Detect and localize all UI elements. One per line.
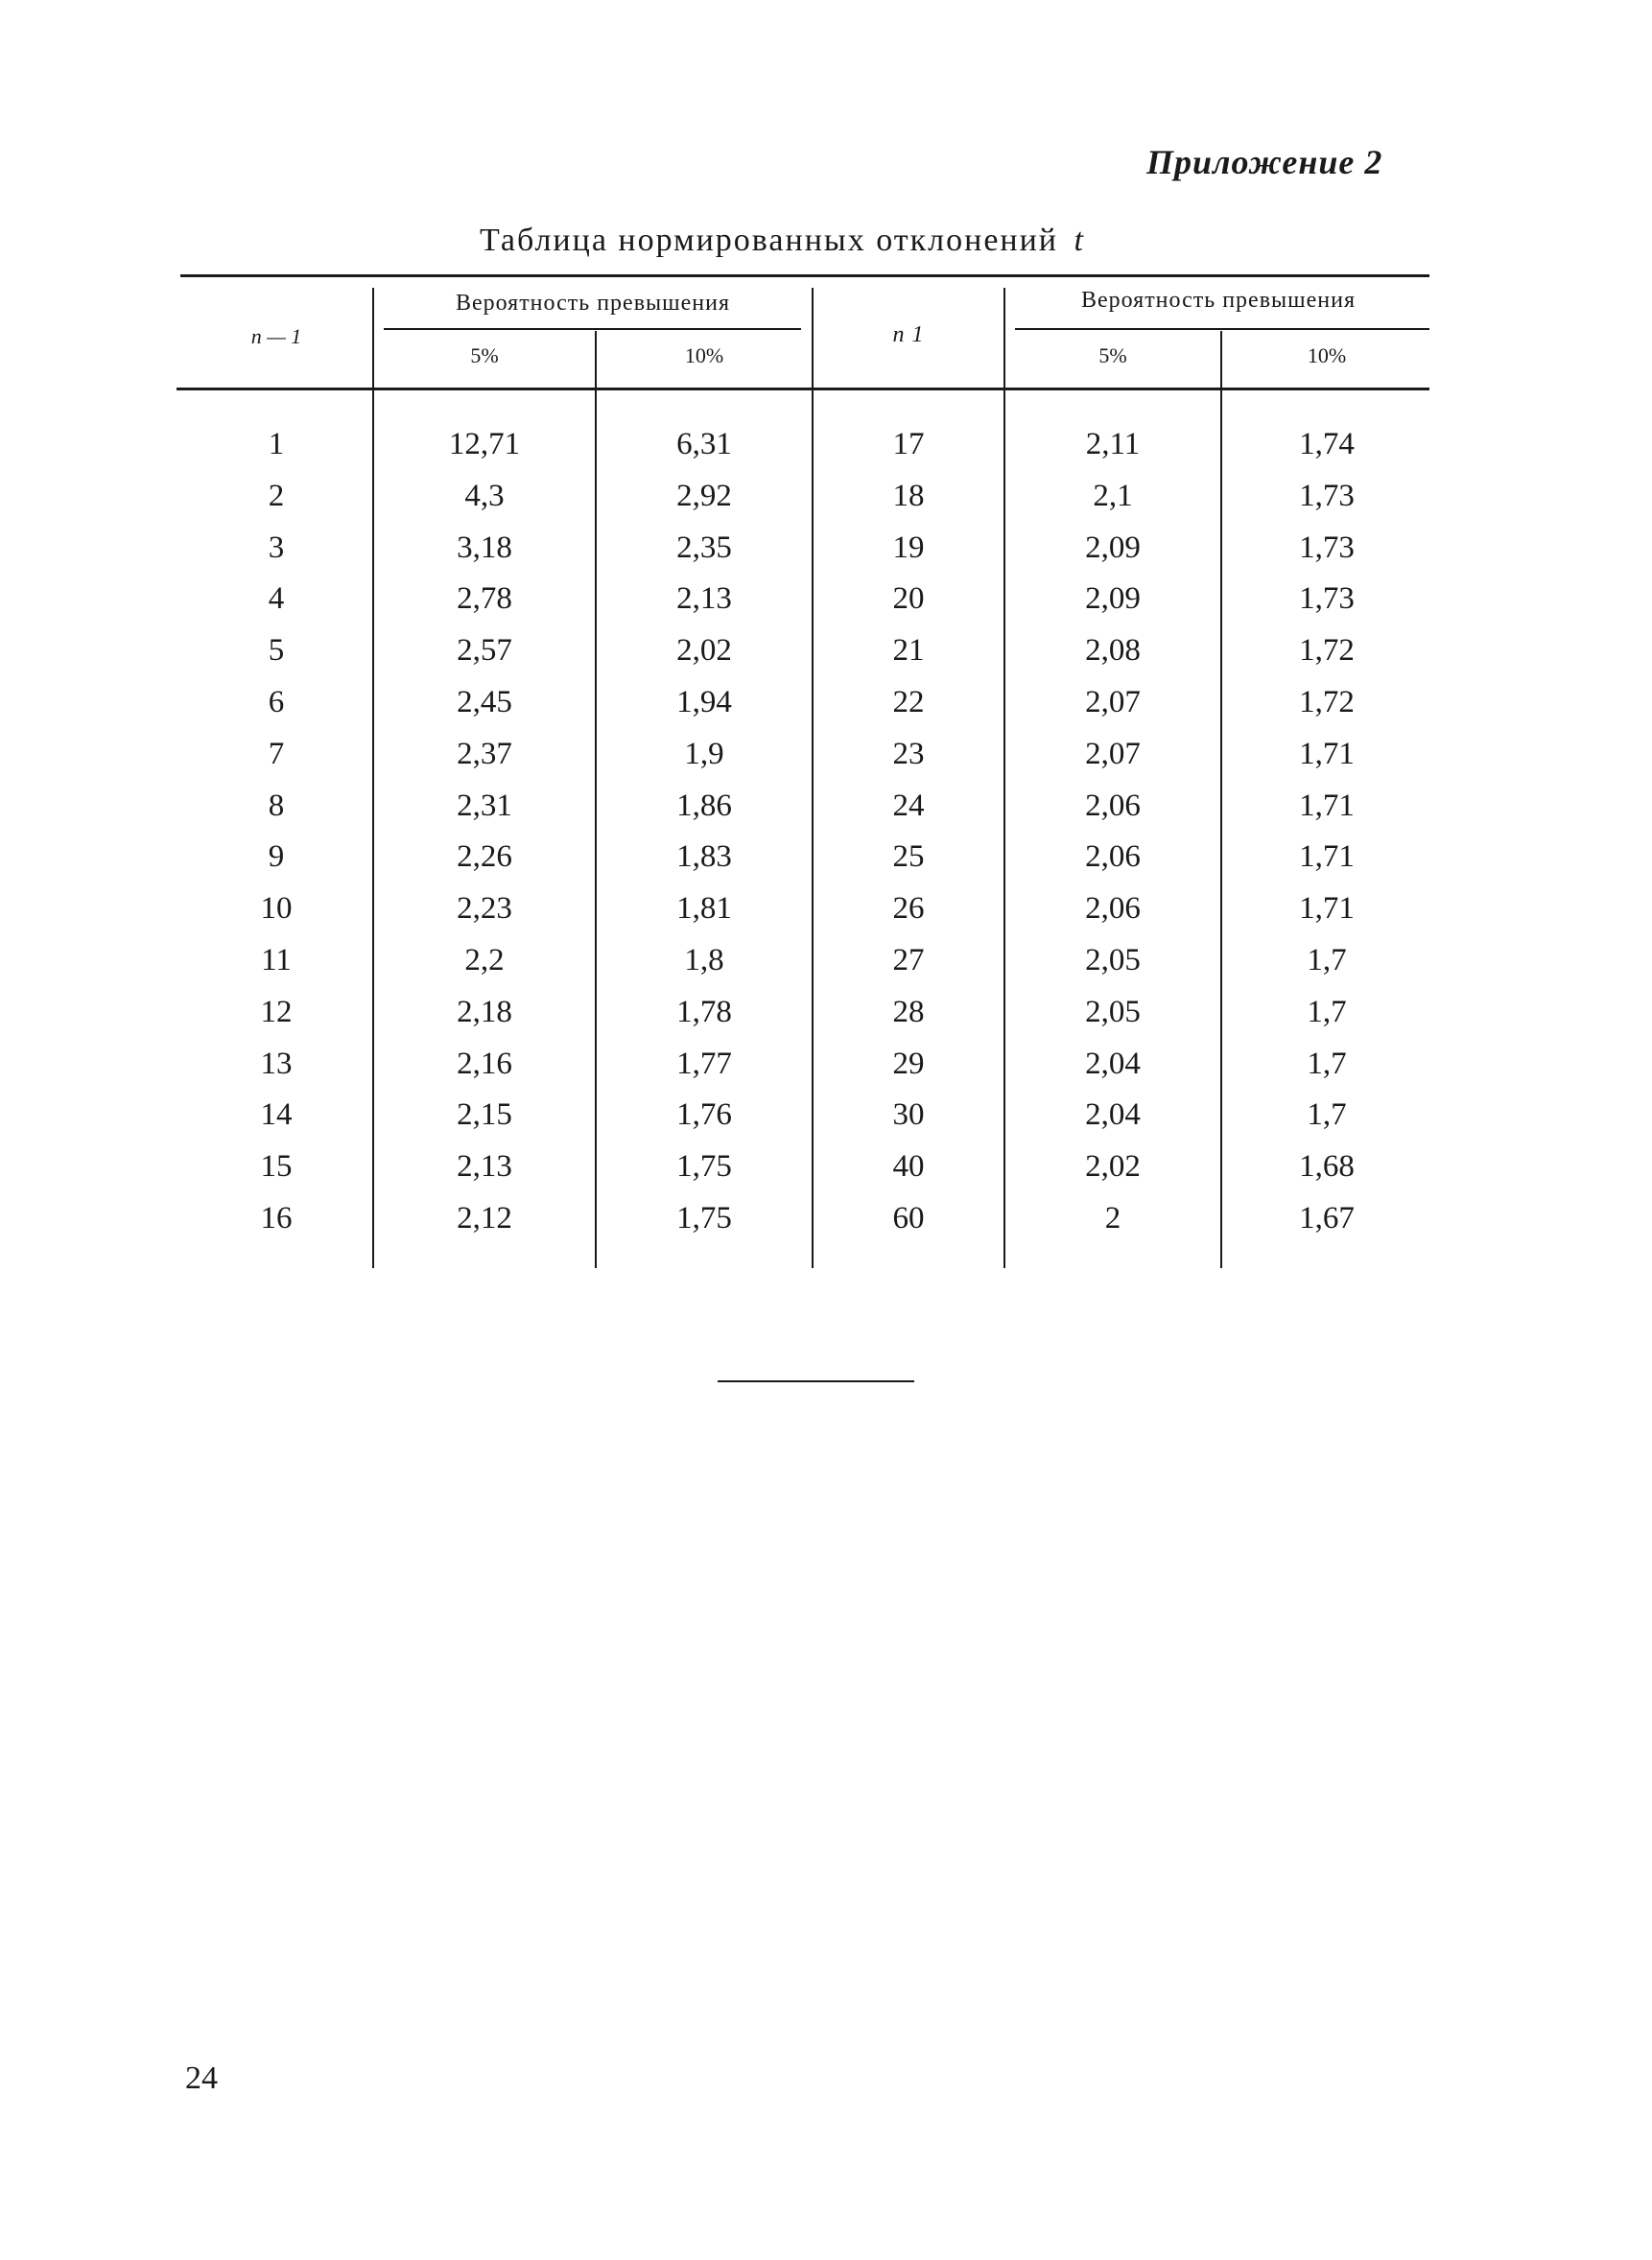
header-10pct-left: 10%	[684, 343, 724, 367]
header-prob-right: Вероятность превышения	[1080, 288, 1357, 313]
table-top-rule	[180, 274, 1429, 277]
table-cell-b5: 2,02	[1085, 1149, 1141, 1185]
table-cell-b5: 2,07	[1085, 736, 1141, 771]
end-rule	[718, 1380, 914, 1382]
table-cell-n2: 28	[892, 994, 925, 1029]
table-cell-a5: 2,23	[457, 891, 512, 927]
header-sub-rule-right	[1015, 328, 1429, 330]
table-cell-n2: 60	[892, 1201, 925, 1236]
table-title-variable: t	[1074, 223, 1085, 258]
table-cell-b5: 2,09	[1085, 581, 1141, 617]
table-cell-a10: 1,81	[676, 891, 732, 927]
table-cell-n2: 23	[892, 736, 925, 771]
table-cell-b5: 2,06	[1085, 891, 1141, 927]
header-sub-rule-left	[384, 328, 801, 330]
table-cell-b5: 2,09	[1085, 530, 1141, 565]
table-cell-b10: 1,71	[1299, 839, 1355, 875]
table-cell-a10: 1,8	[684, 943, 724, 977]
table-cell-n1: 14	[260, 1097, 293, 1133]
table-cell-a5: 2,18	[457, 994, 512, 1029]
table-cell-a5: 2,26	[457, 839, 512, 875]
table-cell-b5: 2,06	[1085, 839, 1141, 875]
table-cell-n2: 30	[892, 1097, 925, 1133]
table-cell-n1: 8	[268, 788, 285, 823]
table-cell-a5: 2,13	[457, 1149, 512, 1185]
table-cell-n2: 22	[892, 685, 925, 719]
table-cell-b5: 2,05	[1085, 943, 1141, 977]
table-cell-n1: 13	[260, 1046, 293, 1081]
header-prob-left: Вероятность превышения	[455, 291, 731, 316]
table-cell-n1: 15	[260, 1149, 293, 1185]
table-cell-n2: 17	[892, 427, 925, 461]
table-cell-b10: 1,71	[1299, 891, 1355, 927]
table-cell-n2: 25	[892, 839, 925, 875]
table-cell-n2: 20	[892, 581, 925, 617]
table-cell-n1: 7	[268, 736, 285, 771]
table-cell-b5: 2,1	[1093, 478, 1133, 513]
table-cell-a5: 2,12	[457, 1201, 512, 1236]
table-cell-b5: 2,04	[1085, 1046, 1141, 1081]
table-cell-n2: 21	[892, 633, 925, 669]
table-cell-n1: 10	[260, 891, 293, 927]
table-cell-b10: 1,72	[1299, 685, 1355, 719]
table-title	[480, 223, 1085, 259]
table-cell-n1: 5	[268, 633, 285, 669]
table-cell-a10: 6,31	[676, 427, 732, 461]
table-cell-n1: 11	[261, 943, 292, 977]
col-divider-3	[812, 288, 814, 1268]
table-cell-b10: 1,73	[1299, 478, 1355, 513]
page-number: 24	[185, 2060, 218, 2096]
table-cell-b5: 2,06	[1085, 788, 1141, 823]
header-5pct-left: 5%	[470, 343, 499, 367]
table-cell-b10: 1,7	[1307, 943, 1347, 977]
col-divider-2	[595, 331, 597, 1268]
table-cell-b10: 1,71	[1299, 788, 1355, 823]
table-cell-b10: 1,73	[1299, 530, 1355, 565]
table-cell-a5: 2,16	[457, 1046, 512, 1081]
header-10pct-right: 10%	[1307, 343, 1347, 367]
table-cell-a10: 1,9	[684, 736, 724, 771]
table-cell-a10: 1,75	[676, 1201, 732, 1236]
col-divider-4	[1003, 288, 1005, 1268]
table-cell-n2: 19	[892, 530, 925, 565]
table-cell-b5: 2,04	[1085, 1097, 1141, 1133]
table-cell-a5: 2,45	[457, 685, 512, 719]
table-cell-a5: 4,3	[464, 478, 505, 513]
table-cell-b5: 2,11	[1085, 427, 1141, 461]
table-cell-n2: 18	[892, 478, 925, 513]
appendix-label: Приложение 2	[1146, 143, 1383, 181]
table-cell-b10: 1,71	[1299, 736, 1355, 771]
table-cell-a10: 2,13	[676, 581, 732, 617]
table-cell-n2: 27	[892, 943, 925, 977]
table-cell-b10: 1,72	[1299, 633, 1355, 669]
table-cell-a10: 2,35	[676, 530, 732, 565]
table-cell-n1: 3	[268, 530, 285, 565]
header-5pct-right: 5%	[1098, 343, 1127, 367]
table-cell-n1: 1	[268, 427, 285, 461]
table-cell-a5: 12,71	[448, 427, 521, 461]
table-cell-b5: 2,07	[1085, 685, 1141, 719]
table-cell-a5: 2,78	[457, 581, 512, 617]
table-cell-a10: 1,86	[676, 788, 732, 823]
table-cell-a10: 1,94	[676, 685, 732, 719]
col-divider-1	[372, 288, 374, 1268]
table-cell-n1: 2	[268, 478, 285, 513]
table-cell-a5: 2,37	[457, 736, 512, 771]
table-cell-a10: 2,02	[676, 633, 732, 669]
table-cell-a10: 1,76	[676, 1097, 732, 1133]
table-cell-b5: 2,05	[1085, 994, 1141, 1029]
table-cell-a10: 1,83	[676, 839, 732, 875]
table-cell-n1: 16	[260, 1201, 293, 1236]
table-cell-b10: 1,67	[1299, 1201, 1355, 1236]
table-cell-b5: 2,08	[1085, 633, 1141, 669]
table-cell-a5: 2,15	[457, 1097, 512, 1133]
header-n-left: n — 1	[250, 324, 302, 348]
table-cell-a5: 2,2	[464, 943, 505, 977]
col-divider-5	[1220, 331, 1222, 1268]
table-cell-a10: 2,92	[676, 478, 732, 513]
table-title-text: Таблица нормированных отклонений	[480, 223, 1059, 258]
table-cell-n1: 6	[268, 685, 285, 719]
table-cell-a5: 2,31	[457, 788, 512, 823]
table-cell-a10: 1,78	[676, 994, 732, 1029]
table-cell-a5: 2,57	[457, 633, 512, 669]
table-cell-n2: 40	[892, 1149, 925, 1185]
header-bottom-rule	[177, 388, 1429, 390]
table-cell-n1: 9	[268, 839, 285, 875]
table-cell-n2: 24	[892, 788, 925, 823]
table-cell-n2: 26	[892, 891, 925, 927]
table-cell-a5: 3,18	[457, 530, 512, 565]
header-n-right: n 1	[892, 322, 925, 347]
table-cell-b10: 1,7	[1307, 1097, 1347, 1133]
table-cell-b10: 1,7	[1307, 994, 1347, 1029]
table-cell-n1: 4	[268, 581, 285, 617]
table-cell-b10: 1,74	[1299, 427, 1355, 461]
table-cell-a10: 1,75	[676, 1149, 732, 1185]
table-cell-b5: 2	[1104, 1201, 1121, 1236]
table-cell-n1: 12	[260, 994, 293, 1029]
table-cell-n2: 29	[892, 1046, 925, 1081]
table-cell-b10: 1,68	[1299, 1149, 1355, 1185]
table-cell-a10: 1,77	[676, 1046, 732, 1081]
table-cell-b10: 1,73	[1299, 581, 1355, 617]
table-cell-b10: 1,7	[1307, 1046, 1347, 1081]
